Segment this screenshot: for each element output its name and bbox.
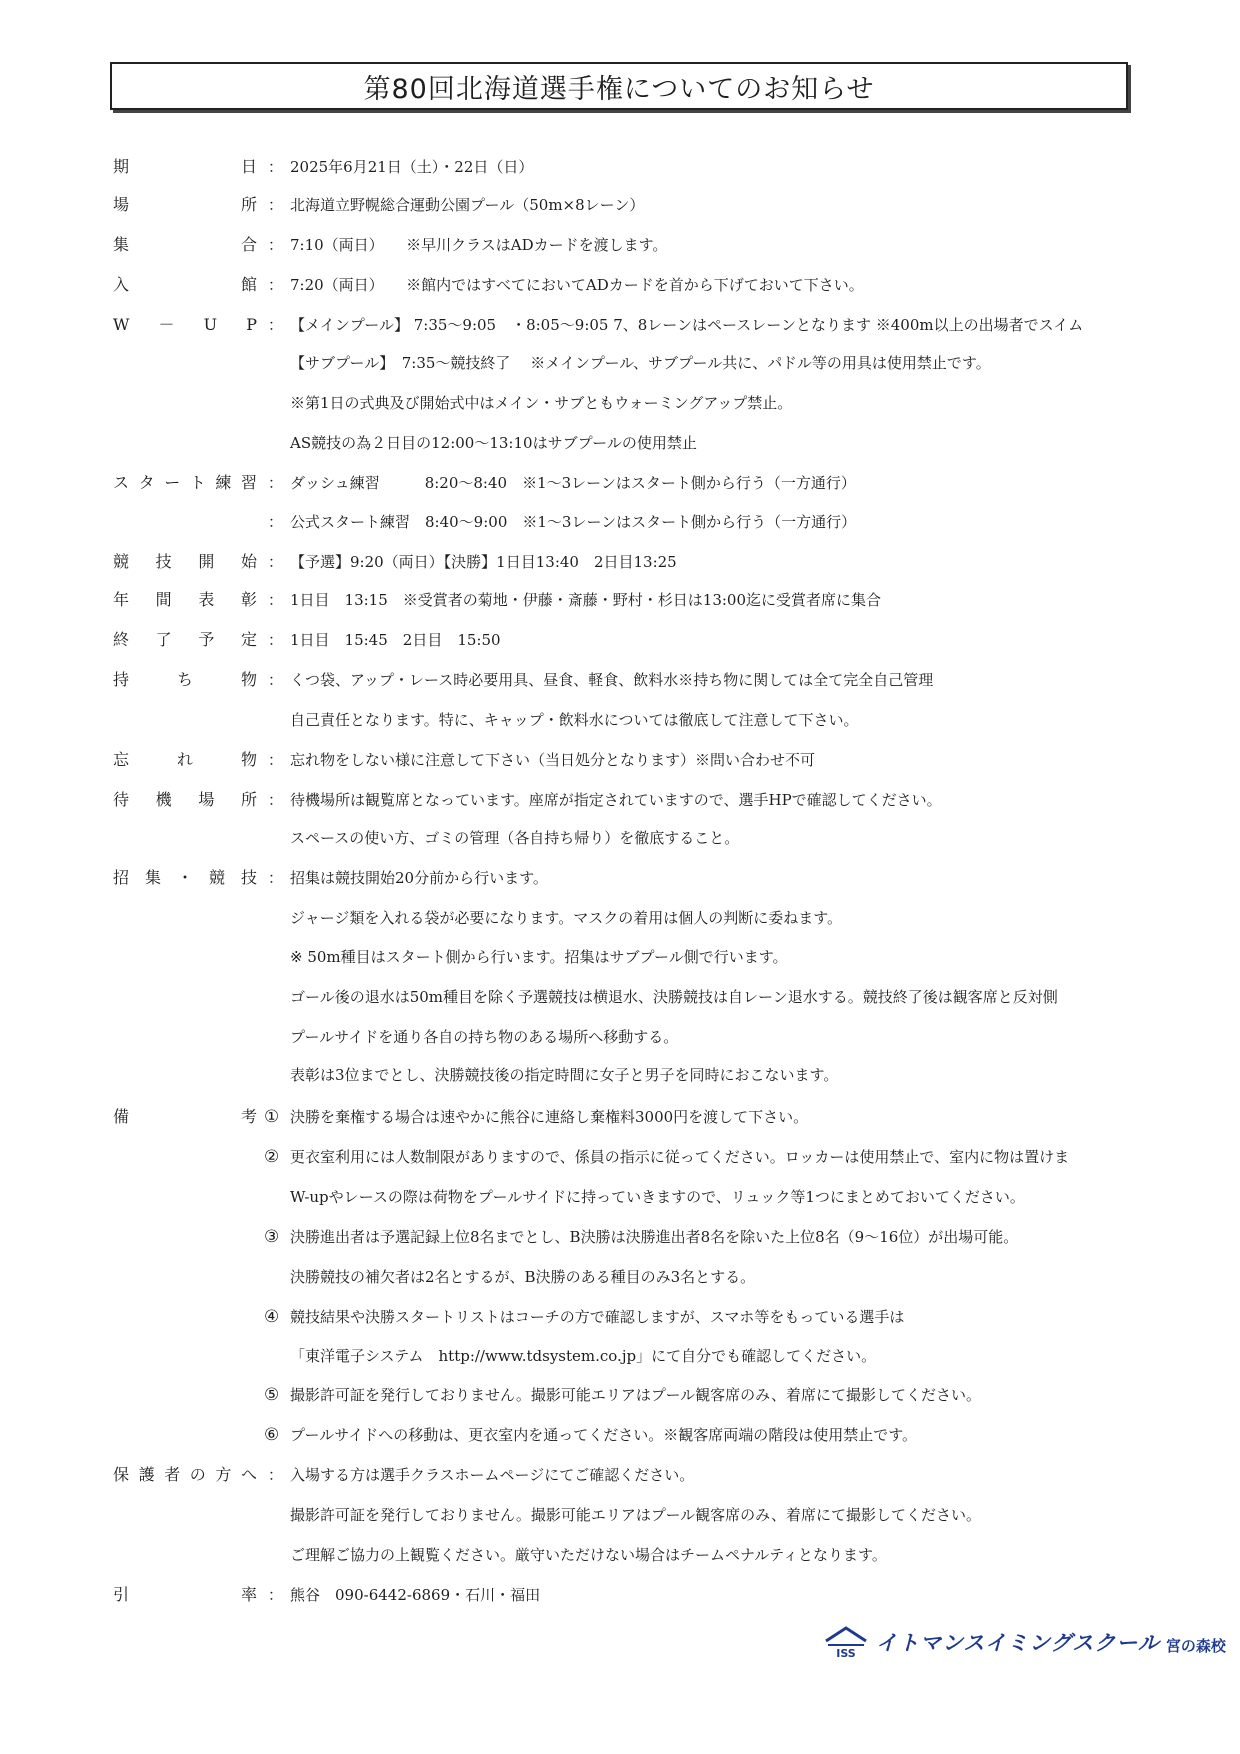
row-text: 熊谷 090-6442-6869・石川・福田	[290, 1586, 541, 1604]
row-label	[113, 190, 257, 220]
notice-row	[0, 1302, 1240, 1332]
row-label-char: 定	[240, 630, 257, 649]
row-label-char: 了	[155, 630, 172, 649]
row-label-char: 習	[240, 473, 257, 492]
notice-row	[0, 1102, 1240, 1132]
row-text: 忘れ物をしない様に注意して下さい（当日処分となります）※問い合わせ不可	[290, 751, 816, 769]
row-colon: ：	[268, 1586, 284, 1604]
row-label	[113, 1460, 257, 1490]
row-label-char: 場	[198, 790, 215, 809]
notice-row	[0, 823, 1240, 853]
notice-row	[0, 190, 1240, 220]
row-label-char: 入	[113, 275, 130, 294]
notice-row	[0, 705, 1240, 735]
note-number: ⑤	[264, 1385, 280, 1405]
row-colon: ：	[268, 591, 284, 609]
row-text: プールサイドへの移動は、更衣室内を通ってください。※観客席両端の階段は使用禁止です。	[290, 1426, 918, 1444]
notice-row	[0, 625, 1240, 655]
row-label-char: 合	[240, 235, 257, 254]
row-label-char: 技	[240, 868, 257, 887]
row-label-char: へ	[240, 1465, 257, 1484]
row-label-char: 物	[240, 750, 257, 769]
row-colon: ：	[268, 751, 284, 769]
row-label-char: 表	[198, 590, 215, 609]
row-label-char: れ	[176, 750, 193, 769]
notice-row	[0, 547, 1240, 577]
note-number: ②	[264, 1147, 280, 1167]
notice-row	[0, 1262, 1240, 1292]
notice-row	[0, 348, 1240, 378]
row-text: 競技結果や決勝スタートリストはコーチの方で確認しますが、スマホ等をもっている選手は	[290, 1308, 905, 1326]
row-label-char: ト	[189, 473, 206, 492]
notice-row	[0, 585, 1240, 615]
row-colon: ：	[268, 316, 284, 334]
row-text: ゴール後の退水は50m種目を除く予選競技は横退水、決勝競技は自レーン退水する。競技終了後は観客席と反対側	[290, 988, 1058, 1006]
row-text: 決勝競技の補欠者は2名とするが、B決勝のある種目のみ3名とする。	[290, 1268, 756, 1286]
row-label-char: 始	[240, 552, 257, 571]
notice-row	[0, 1380, 1240, 1410]
row-text: 更衣室利用には人数制限がありますので、係員の指示に従ってください。ロッカーは使用禁止で、室内に物は置けま	[290, 1148, 1070, 1166]
notice-row	[0, 1060, 1240, 1090]
row-label-char: 物	[240, 670, 257, 689]
row-label-char: 集	[144, 868, 161, 887]
row-colon: ：	[268, 236, 284, 254]
row-text: 【メインプール】 7:35～9:05 ・8:05～9:05 7、8レーンはペースレーンとなります ※400m以上の出場者でスイム	[290, 316, 1084, 334]
notice-row	[0, 310, 1240, 340]
row-label	[113, 310, 257, 340]
row-label	[113, 585, 257, 615]
row-label-char: 保	[113, 1465, 130, 1484]
logo-branch: 宮の森校	[1165, 1636, 1226, 1655]
row-label-char: 引	[113, 1585, 130, 1604]
notice-row	[0, 1142, 1240, 1172]
row-label	[113, 1580, 257, 1610]
row-text: ダッシュ練習 8:20～8:40 ※1～3レーンはスタート側から行う（一方通行）	[290, 474, 856, 492]
row-label-char: 予	[198, 630, 215, 649]
title-text: 第80回北海道選手権についてのお知らせ	[363, 73, 875, 105]
notice-row	[0, 507, 1240, 537]
row-label-char: 競	[208, 868, 225, 887]
row-text: 撮影許可証を発行しておりません。撮影可能エリアはプール観客席のみ、着席にて撮影してください。	[290, 1386, 982, 1404]
logo-name: イトマンスイミングスクール	[876, 1631, 1160, 1655]
row-label	[113, 468, 257, 498]
row-text: 【予選】9:20（両日）【決勝】1日目13:40 2日目13:25	[290, 553, 677, 571]
row-label-char: 備	[113, 1107, 130, 1126]
row-label	[113, 863, 257, 893]
row-colon: ：	[268, 276, 284, 294]
school-logo	[824, 1625, 1226, 1659]
row-label-char: ち	[176, 670, 193, 689]
row-label-char: 待	[113, 790, 130, 809]
row-colon: ：	[268, 158, 284, 176]
row-label	[113, 270, 257, 300]
note-number: ⑥	[264, 1425, 280, 1445]
row-label-char: U	[203, 315, 218, 334]
row-label	[113, 547, 257, 577]
row-text: 7:20（両日） ※館内ではすべてにおいてADカードを首から下げておいて下さい。	[290, 276, 864, 294]
row-text: 入場する方は選手クラスホームページにてご確認ください。	[290, 1466, 695, 1484]
row-label-char: 所	[240, 790, 257, 809]
page-title	[110, 62, 1128, 110]
note-number: ④	[264, 1307, 280, 1327]
iss-logo-icon	[824, 1625, 868, 1659]
notice-row	[0, 428, 1240, 458]
row-label-char: 所	[240, 195, 257, 214]
notice-row	[0, 1182, 1240, 1212]
notice-row	[0, 1500, 1240, 1530]
row-text: 決勝を棄権する場合は速やかに熊谷に連絡し棄権料3000円を渡して下さい。	[290, 1108, 809, 1126]
row-colon: ：	[268, 513, 284, 531]
row-label	[113, 745, 257, 775]
notice-row	[0, 982, 1240, 1012]
row-text: 2025年6月21日（土）・22日（日）	[290, 158, 534, 176]
row-text: AS競技の為２日目の12:00～13:10はサブプールの使用禁止	[290, 434, 697, 452]
row-label-char: 館	[240, 275, 257, 294]
notice-row	[0, 1580, 1240, 1610]
row-label-char: 開	[198, 552, 215, 571]
row-colon: ：	[268, 671, 284, 689]
row-text: くつ袋、アップ・レース時必要用具、昼食、軽食、飲料水※持ち物に関しては全て完全自己管理	[290, 671, 934, 689]
row-text: 1日目 15:45 2日目 15:50	[290, 631, 501, 649]
row-text: 自己責任となります。特に、キャップ・飲料水については徹底して注意して下さい。	[290, 711, 859, 729]
notice-row	[0, 152, 1240, 182]
row-text: スペースの使い方、ゴミの管理（各自持ち帰り）を徹底すること。	[290, 829, 740, 847]
row-label-char: の	[189, 1465, 206, 1484]
logo-mark-text: ISS	[836, 1647, 856, 1659]
row-text: 決勝進出者は予選記録上位8名までとし、B決勝は決勝進出者8名を除いた上位8名（9～16位）が出場可能。	[290, 1228, 1019, 1246]
row-text: プールサイドを通り各自の持ち物のある場所へ移動する。	[290, 1028, 679, 1046]
row-label-char: ー	[164, 473, 181, 492]
row-label-char: 技	[155, 552, 172, 571]
notice-row	[0, 468, 1240, 498]
row-label-char: 年	[113, 590, 130, 609]
row-text: 1日目 13:15 ※受賞者の菊地・伊藤・斎藤・野村・杉日は13:00迄に受賞者席に集合	[290, 591, 882, 609]
notice-row	[0, 942, 1240, 972]
row-colon: ：	[268, 196, 284, 214]
row-label-char: タ	[138, 473, 155, 492]
row-colon: ：	[268, 553, 284, 571]
row-label	[113, 1102, 257, 1132]
notice-row	[0, 1460, 1240, 1490]
row-label	[113, 152, 257, 182]
row-text: ※ 50m種目はスタート側から行います。招集はサブプール側で行います。	[290, 948, 788, 966]
row-text: 招集は競技開始20分前から行います。	[290, 869, 548, 887]
notice-row	[0, 1222, 1240, 1252]
row-colon: ：	[268, 474, 284, 492]
row-label-char: －	[158, 315, 175, 334]
row-label-char: 日	[240, 157, 257, 176]
row-label-char: 率	[240, 1585, 257, 1604]
row-label-char: 招	[113, 868, 130, 887]
row-label-char: ス	[113, 473, 130, 492]
notice-row	[0, 1540, 1240, 1570]
notice-row	[0, 863, 1240, 893]
notice-row	[0, 388, 1240, 418]
row-colon: ：	[268, 869, 284, 887]
notice-row	[0, 1341, 1240, 1371]
row-label-char: 期	[113, 157, 130, 176]
row-text: 【サブプール】 7:35～競技終了 ※メインプール、サブプール共に、パドル等の用具は使用禁止です。	[290, 354, 991, 372]
row-text: ジャージ類を入れる袋が必要になります。マスクの着用は個人の判断に委ねます。	[290, 909, 843, 927]
row-colon: ：	[268, 631, 284, 649]
row-label	[113, 625, 257, 655]
row-colon: ：	[268, 791, 284, 809]
row-label	[113, 665, 257, 695]
notice-row	[0, 270, 1240, 300]
row-text: 撮影許可証を発行しておりません。撮影可能エリアはプール観客席のみ、着席にて撮影してください。	[290, 1506, 982, 1524]
note-number: ③	[264, 1227, 280, 1247]
row-label-char: 終	[113, 630, 130, 649]
row-label-char: 持	[113, 670, 130, 689]
row-label-char: W	[113, 315, 130, 334]
row-label-char: 考	[240, 1107, 257, 1126]
row-label-char: 彰	[240, 590, 257, 609]
row-label-char: P	[246, 315, 257, 334]
row-label-char: 練	[215, 473, 232, 492]
row-text: 「東洋電子システム http://www.tdsystem.co.jp」にて自分でも確認してください。	[290, 1347, 877, 1365]
row-label-char: ・	[176, 868, 193, 887]
notice-row	[0, 230, 1240, 260]
note-number: ①	[264, 1107, 280, 1127]
row-text: ※第1日の式典及び開始式中はメイン・サブともウォーミングアップ禁止。	[290, 394, 793, 412]
notice-row	[0, 1022, 1240, 1052]
row-text: W-upやレースの際は荷物をプールサイドに持っていきますので、リュック等1つにまとめておいてください。	[290, 1188, 1025, 1206]
row-label-char: 方	[215, 1465, 232, 1484]
row-label-char: 場	[113, 195, 130, 214]
notice-row	[0, 785, 1240, 815]
row-colon: ：	[268, 1466, 284, 1484]
row-text: 7:10（両日） ※早川クラスはADカードを渡します。	[290, 236, 668, 254]
row-label-char: 集	[113, 235, 130, 254]
row-label-char: 間	[155, 590, 172, 609]
row-text: 公式スタート練習 8:40～9:00 ※1～3レーンはスタート側から行う（一方通行）	[290, 513, 857, 531]
row-text: 北海道立野幌総合運動公園プール（50m×8レーン）	[290, 196, 645, 214]
row-label-char: 護	[138, 1465, 155, 1484]
notice-row	[0, 665, 1240, 695]
row-label-char: 者	[164, 1465, 181, 1484]
row-label	[113, 230, 257, 260]
row-label-char: 機	[155, 790, 172, 809]
row-label-char: 忘	[113, 750, 130, 769]
notice-row	[0, 1420, 1240, 1450]
row-label-char: 競	[113, 552, 130, 571]
notice-row	[0, 903, 1240, 933]
notice-row	[0, 745, 1240, 775]
row-text: 待機場所は観覧席となっています。座席が指定されていますので、選手HPで確認してください。	[290, 791, 942, 809]
row-text: 表彰は3位までとし、決勝競技後の指定時間に女子と男子を同時におこないます。	[290, 1066, 839, 1084]
row-text: ご理解ご協力の上観覧ください。厳守いただけない場合はチームペナルティとなります。	[290, 1546, 887, 1564]
row-label	[113, 785, 257, 815]
